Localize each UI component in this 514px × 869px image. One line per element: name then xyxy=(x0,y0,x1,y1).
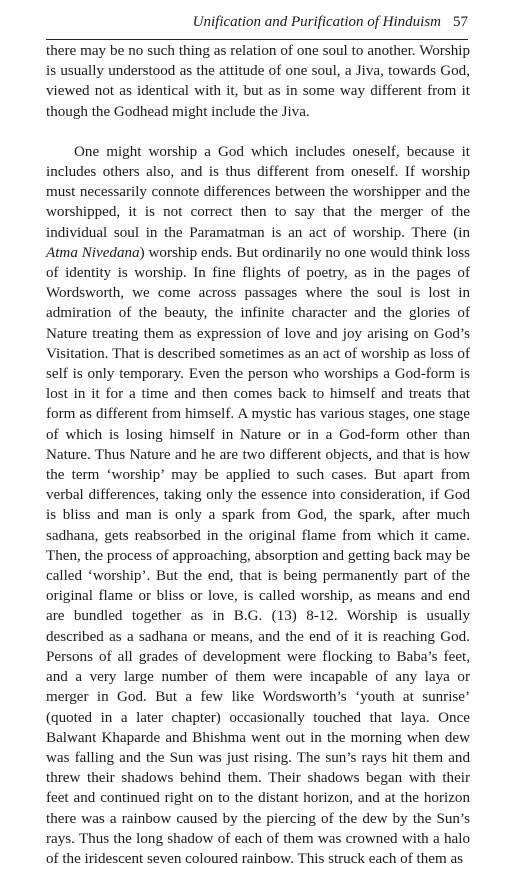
running-title: Unification and Purification of Hinduism xyxy=(192,14,441,30)
running-head xyxy=(46,14,468,40)
body-text xyxy=(46,41,470,869)
paragraph xyxy=(46,142,470,869)
italic-term: Atma Nivedana xyxy=(46,244,140,261)
paragraph-text-rest: ) worship ends. But ordinarily no one would think loss of identity is worship. In fine flights of poetry, as in the pages of Wordsworth, we come across passages where the soul is lost in admiration of the beauty, the infinite character and the glories of Nature treating them as expression of love and joy arising on God’s Visitation. That is described sometimes as an act of worship as loss of self is only temporary. Even the person who worships a God-form is lost in it for a time and then comes back to himself and treats that form as different from himself. A mystic has various stages, one stage of which is losing himself in Nature or in a God-form other than Nature. Thus Nature and he are two different objects, and that is how the term ‘worship’ may be applied to such cases. But apart from verbal differences, taking only the essence into consideration, if God is bliss and man is only a spark from God, the spark, after much sadhana, gets reabsorbed in the original flame from which it came. Then, the process of approaching, absorption and getting back may be called ‘worship’. But the end, that is being permanently part of the original flame or bliss or love, is called worship, as means and end are bundled together as in B.G. (13) 8-12. Worship is usually described as a sadhana or means, and the end of it is reaching God. Persons of all grades of development were flocking to Baba’s feet, and a very large number of them were incapable of any laya or merger in God. But a few like Wordsworth’s ‘youth at sunrise’ (quoted in a later chapter) occasionally touched that laya. Once Balwant Khaparde and Bhishma went out in the morning when dew was falling and the Sun was just rising. The sun’s rays hit them and threw their shadows behind them. Their shadows began with their feet and continued right on to the distant horizon, and at the horizon there was a rainbow caused by the piercing of the dew by the Sun’s rays. Thus the long shadow of each of them was crowned with a halo of the iridescent seven coloured rainbow. This struck each of them as xyxy=(46,244,471,867)
page-number: 57 xyxy=(453,14,468,30)
paragraph-text-start: One might worship a God which includes oneself, because it includes others also, and is thus different from oneself. If worship must necessarily connote differences between the worshipper and the worshipped, it is not correct then to say that the merger of the individual soul in the Paramatman is an act of worship. There (in xyxy=(46,143,470,241)
paragraph-continuation: there may be no such thing as relation of one soul to another. Worship is usually understood as the attitude of one soul, a Jiva, towards God, viewed not as identical with it, but as in some way different from it though the Godhead might include the Jiva. xyxy=(46,43,470,120)
